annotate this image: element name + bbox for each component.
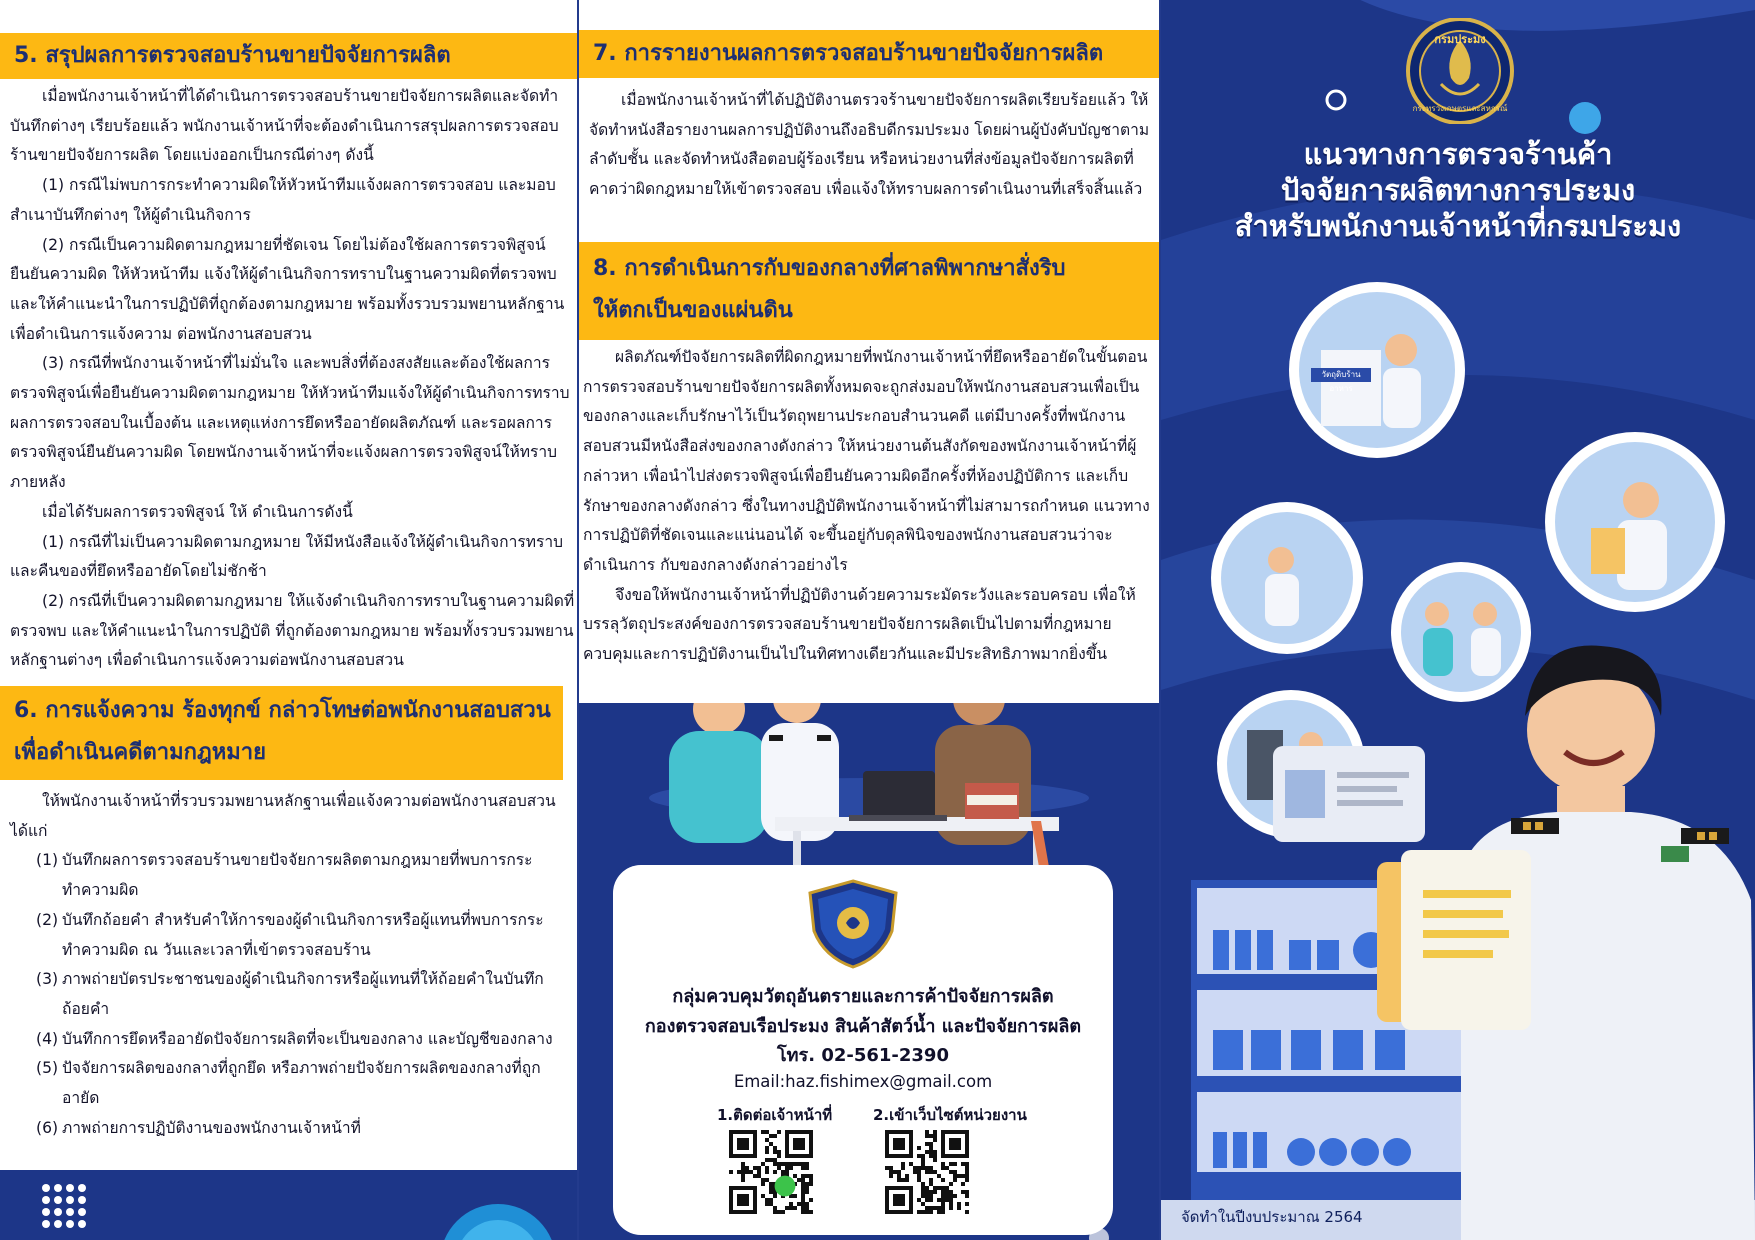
logo-text-top: กรมประมง (1434, 33, 1486, 46)
list-item-text: บันทึกถ้อยคำ สำหรับคำให้การของผู้ดำเนินกิจการหรือผู้แทนที่พบการกระทำความผิด ณ วันและเวลาที่เข้าตรวจสอบร้าน (62, 910, 544, 959)
list-item-text: ภาพถ่ายบัตรประชาชนของผู้ดำเนินกิจการหรือผู้แทนที่ให้ถ้อยคำในบันทึกถ้อยคำ (62, 970, 544, 1018)
section-5-paragraph: (1) กรณีไม่พบการกระทำความผิดให้หัวหน้าทีมแจ้งผลการตรวจสอบ และมอบสำเนาบันทึกต่างๆ ให้ผู้ดำเนินกิจการ (10, 176, 556, 224)
cover-title-line-2: ปัจจัยการผลิตทางการประมง (1280, 173, 1636, 207)
list-item-number: (1) (36, 851, 59, 870)
website-qr-code-icon[interactable] (885, 1130, 969, 1214)
shop-sign: วัตถุดิบร้านอาหาร (1311, 368, 1371, 382)
section-6-body (10, 787, 570, 1143)
evidence-list (10, 846, 570, 1143)
list-item-number: (3) (36, 970, 59, 989)
line-qr-code-icon[interactable] (729, 1130, 813, 1214)
section-6-header: 6. การแจ้งความ ร้องทุกข์ กล่าวโทษต่อพนักงานสอบสวน เพื่อดำเนินคดีตามกฎหมาย (0, 686, 563, 780)
list-item-text: บันทึกการยึดหรืออายัดปัจจัยการผลิตที่จะเป็นของกลาง และบัญชีของกลาง (62, 1029, 553, 1048)
cover-title-line-3: สำหรับพนักงานเจ้าหน้าที่กรมประมง (1234, 209, 1682, 243)
list-item (36, 1114, 570, 1144)
section-5-paragraph: เมื่อได้รับผลการตรวจพิสูจน์ ให้ ดำเนินการดังนี้ (42, 502, 353, 521)
list-item-number: (4) (36, 1029, 59, 1048)
section-5-paragraph: เมื่อพนักงานเจ้าหน้าที่ได้ดำเนินการตรวจสอบร้านขายปัจจัยการผลิตและจัดทำบันทึกต่างๆ เรียบร้อยแล้ว พนักงานเจ้าหน้าที่จะต้องดำเนินการสรุปผลการตรวจสอบร้านขายปัจจัยการผลิต โดยแบ่งออกเป็นกรณีต่างๆ ดังนี้ (10, 87, 559, 165)
section-5-paragraph: (1) กรณีที่ไม่เป็นความผิดตามกฎหมาย ให้มีหนังสือแจ้งให้ผู้ดำเนินกิจการทราบและคืนของที่ยึดหรืออายัดโดยไม่ชักช้า (10, 532, 564, 581)
list-item-number: (5) (36, 1059, 59, 1078)
org-name-2: กองตรวจสอบเรือประมง สินค้าสัตว์น้ำ และปัจจัยการผลิต (644, 1016, 1082, 1037)
section-5-header: 5. สรุปผลการตรวจสอบร้านขายปัจจัยการผลิต (0, 33, 577, 79)
qr1-label: 1.ติดต่อเจ้าหน้าที่ (717, 1106, 833, 1124)
fishery-inspection-badge-icon (806, 879, 900, 969)
list-item-text: บันทึกผลการตรวจสอบร้านขายปัจจัยการผลิตตามกฎหมายที่พบการกระทำความผิด (62, 851, 533, 900)
org-name-1: กลุ่มควบคุมวัตถุอันตรายและการค้าปัจจัยการผลิต (672, 986, 1054, 1007)
fiscal-year-footer: จัดทำในปีงบประมาณ 2564 (1181, 1208, 1363, 1226)
section-8-header: 8. การดำเนินการกับของกลางที่ศาลพิพากษาสั่งริบ ให้ตกเป็นของแผ่นดิน (579, 242, 1159, 340)
email-link[interactable]: Email:haz.fishimex@gmail.com (733, 1072, 993, 1091)
list-item-text: ปัจจัยการผลิตของกลางที่ถูกยึด หรือภาพถ่ายปัจจัยการผลิตของกลางที่ถูกอายัด (62, 1059, 541, 1108)
list-item (36, 1054, 570, 1113)
list-item-number: (6) (36, 1118, 59, 1137)
contact-card (613, 865, 1113, 1235)
section-5-paragraph: (3) กรณีที่พนักงานเจ้าหน้าที่ไม่มั่นใจ และพบสิ่งที่ต้องสงสัยและต้องใช้ผลการตรวจพิสูจน์เพื่อยืนยันความผิดตามกฎหมาย ให้หัวหน้าทีมแจ้งให้ผู้ดำเนินกิจการทราบผลการตรวจสอบในเบื้องต้น และเหตุแห่งการยึดหรืออายัดผลิตภัณฑ์ และรอผลการตรวจพิสูจน์ยืนยันความผิด โดยพนักงานเจ้าหน้าที่จะแจ้งผลการตรวจพิสูจน์ให้ทราบภายหลัง (10, 354, 570, 492)
bottom-decoration (0, 1170, 577, 1240)
section-6-intro: ให้พนักงานเจ้าหน้าที่รวบรวมพยานหลักฐานเพื่อแจ้งความต่อพนักงานสอบสวนได้แก่ (10, 792, 556, 840)
section-7-body: เมื่อพนักงานเจ้าหน้าที่ได้ปฏิบัติงานตรวจร้านขายปัจจัยการผลิตเรียบร้อยแล้ว ให้จัดทำหนังสือรายงานผลการปฏิบัติงานถึงอธิบดีกรมประมง โดยผ่านผู้บังคับบัญชาตามลำดับชั้น และจัดทำหนังสือตอบผู้ร้องเรียน หรือหน่วยงานที่ส่งข้อมูลปัจจัยการผลิตที่คาดว่าผิดกฎหมายให้เข้าตรวจสอบ เพื่อแจ้งให้ทราบผลการดำเนินงานที่เสร็จสิ้นแล้ว (589, 91, 1150, 199)
cover-title-line-1: แนวทางการตรวจร้านค้า (1303, 137, 1613, 171)
section-7-header: 7. การรายงานผลการตรวจสอบร้านขายปัจจัยการผลิต (579, 30, 1159, 78)
section-8-body: ผลิตภัณฑ์ปัจจัยการผลิตที่ผิดกฎหมายที่พนักงานเจ้าหน้าที่ยึดหรืออายัดในขั้นตอนการตรวจสอบร้านขายปัจจัยการผลิตทั้งหมดจะถูกส่งมอบให้พนักงานสอบสวนเพื่อเป็นของกลางและเก็บรักษาไว้เป็นวัตถุพยานประกอบสำนวนคดี แต่มีบางครั้งที่พนักงานสอบสวนมีหนังสือส่งของกลางดังกล่าว ให้หน่วยงานต้นสังกัดของพนักงานเจ้าหน้าที่ผู้กล่าวหา เพื่อนำไปส่งตรวจพิสูจน์เพื่อยืนยันความผิดอีกครั้งที่ห้องปฏิบัติการ และเก็บรักษาของกลางดังกล่าว ซึ่งในทางปฏิบัติพนักงานเจ้าหน้าที่ไม่สามารถกำหนด แนวทางการปฏิบัติที่ชัดเจนและแน่นอนได้ จะขึ้นอยู่กับดุลพินิจของพนักงานสอบสวนว่าจะดำเนินการ กับของกลางดังกล่าวอย่างไร จึงขอให้พนักงานเจ้าหน้าที่ปฏิบัติงานด้วยความระมัดระวังและรอบครอบ เพื่อให้บรรลุวัตถุประสงค์ของการตรวจสอบร้านขายปัจจัยการผลิตเป็นไปตามที่กฎหมายควบคุมและการปฏิบัติงานเป็นไปในทิศทางเดียวกันและมีประสิทธิภาพมากยิ่งขึ้น (583, 348, 1150, 664)
phone-number[interactable]: โทร. 02-561-2390 (777, 1045, 949, 1066)
panel-cover (1161, 0, 1755, 1240)
list-item (36, 965, 570, 1024)
logo-text-bottom: กระทรวงเกษตรและสหกรณ์ (1412, 104, 1508, 113)
list-item (36, 846, 570, 905)
list-item-text: ภาพถ่ายการปฏิบัติงานของพนักงานเจ้าหน้าที่ (62, 1118, 361, 1137)
section-5-paragraph: (2) กรณีเป็นความผิดตามกฎหมายที่ชัดเจน โดยไม่ต้องใช้ผลการตรวจพิสูจน์ยืนยันความผิด ให้หัวหน้าทีม แจ้งให้ผู้ดำเนินกิจการทราบในฐานความผิดที่ตรวจพบ และให้คำแนะนำในการปฏิบัติที่ถูกต้องตามกฎหมาย พร้อมทั้งรวบรวมพยานหลักฐานเพื่อดำเนินการแจ้งความ ต่อพนักงานสอบสวน (10, 235, 565, 343)
panel-middle (579, 0, 1159, 1240)
section-5-paragraph: (2) กรณีที่เป็นความผิดตามกฎหมาย ให้แจ้งดำเนินกิจการทราบในฐานความผิดที่ตรวจพบ และให้คำแนะนำในการปฏิบัติ ที่ถูกต้องตามกฎหมาย พร้อมทั้งรวบรวมพยานหลักฐานต่างๆ เพื่อดำเนินการแจ้งความต่อพนักงานสอบสวน (10, 591, 575, 670)
list-item (36, 906, 570, 965)
list-item-number: (2) (36, 910, 59, 929)
section-5-body (10, 82, 575, 676)
list-item (36, 1025, 570, 1055)
qr2-label: 2.เข้าเว็บไซต์หน่วยงาน (873, 1106, 1027, 1124)
panel-left (0, 0, 577, 1240)
